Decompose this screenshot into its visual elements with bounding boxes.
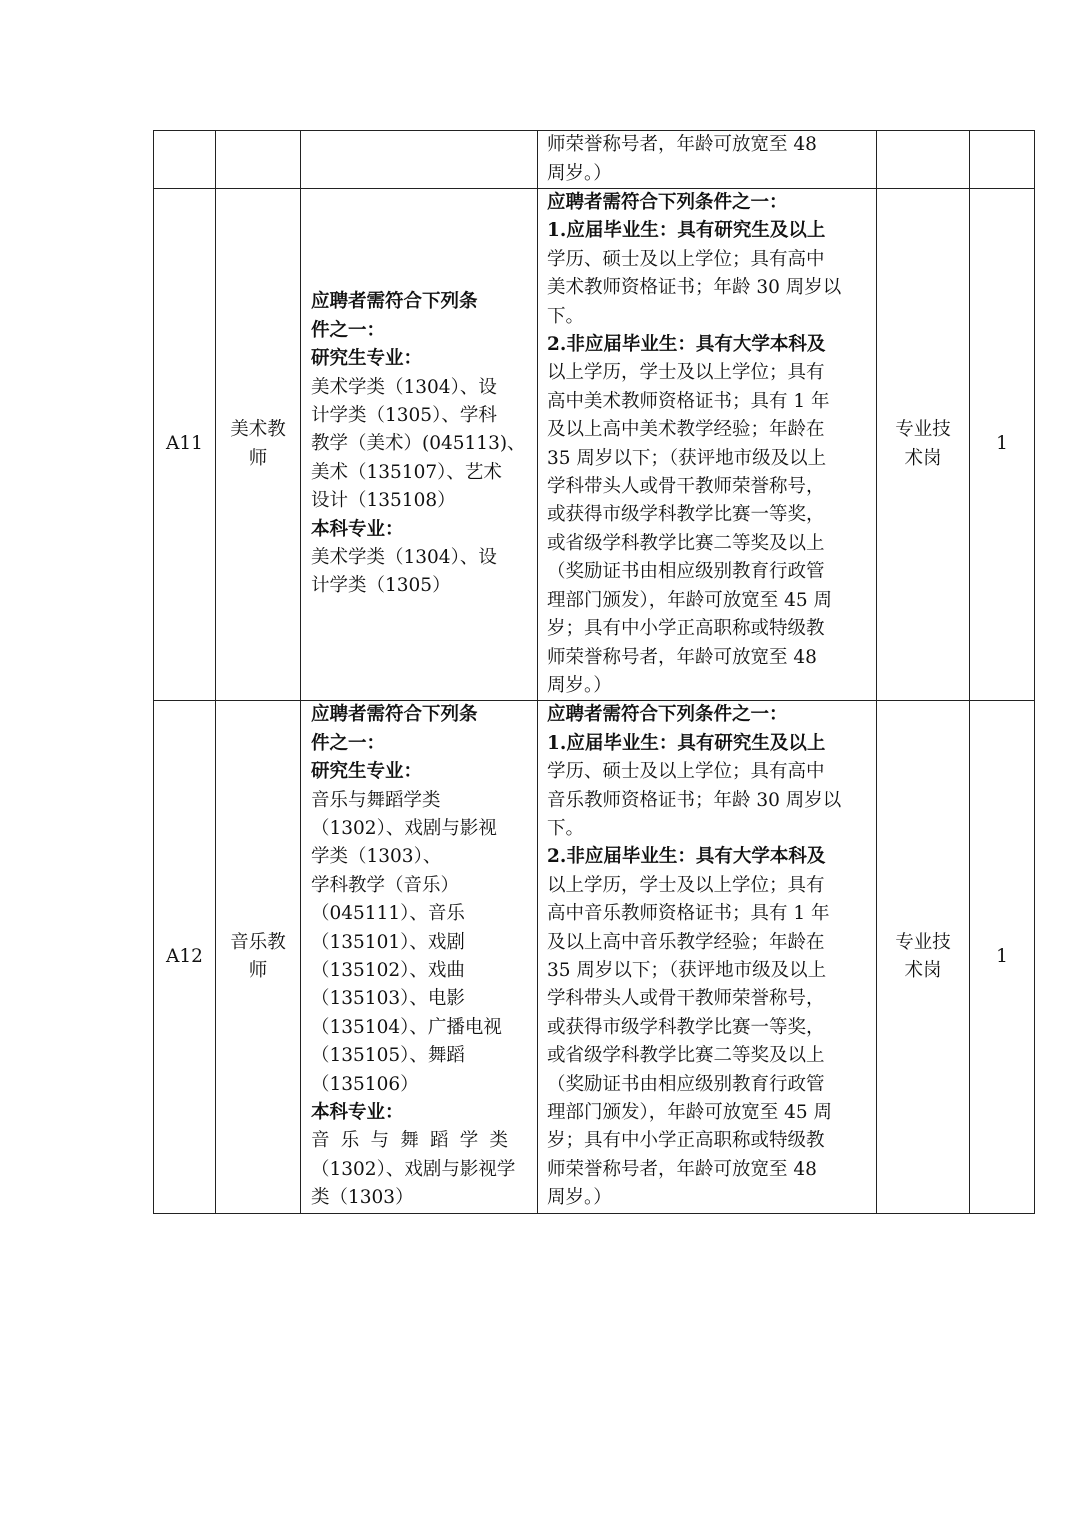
major-line: 音乐与舞蹈学类: [311, 789, 441, 811]
requirement-line: 或获得市级学科教学比赛一等奖，: [547, 1016, 825, 1038]
major-line: 本科专业：: [311, 518, 404, 540]
requirement-line: 高中美术教师资格证书；具有 1 年: [547, 390, 830, 412]
position-title-cell: [216, 131, 301, 189]
requirement-line: 或省级学科教学比赛二等奖及以上: [547, 532, 825, 554]
position-title-cell: [216, 701, 301, 1213]
position-type-line: 术岗: [904, 447, 942, 469]
requirement-line: 或省级学科教学比赛二等奖及以上: [547, 1045, 825, 1067]
requirement-line: 师荣誉称号者，年龄可放宽至 48: [547, 134, 817, 156]
requirement-cell: [538, 189, 877, 701]
requirement-line: 以上学历，学士及以上学位；具有: [547, 362, 825, 384]
requirement-line: 以上学历，学士及以上学位；具有: [547, 874, 825, 896]
major-line: 音乐与舞蹈学类: [311, 1130, 508, 1152]
major-cell: [301, 701, 538, 1213]
major-line: 研究生专业：: [311, 348, 423, 370]
major-line: 研究生专业：: [311, 761, 423, 783]
major-line: 美术（135107）、艺术: [311, 461, 502, 483]
requirement-line: 周岁。）: [547, 1187, 612, 1209]
table-row: [154, 131, 1035, 189]
requirement-line: 美术教师资格证书；年龄 30 周岁以: [547, 277, 842, 299]
major-line: （135102）、戏曲: [311, 959, 465, 981]
position-title-line: 美术教: [230, 419, 286, 441]
requirement-line: 周岁。）: [547, 162, 612, 184]
position-type-line: 专业技: [895, 931, 951, 953]
requirement-line: 及以上高中美术教学经验；年龄在: [547, 419, 825, 441]
position-code-cell: [154, 131, 216, 189]
requirement-line: 应聘者需符合下列条件之一：: [547, 704, 788, 726]
requirement-line: 师荣誉称号者，年龄可放宽至 48: [547, 1158, 817, 1180]
major-line: 计学类（1305）: [311, 575, 451, 597]
requirement-line: 应聘者需符合下列条件之一：: [547, 192, 788, 213]
major-cell: [301, 131, 538, 189]
requirement-line: 音乐教师资格证书；年龄 30 周岁以: [547, 789, 842, 811]
major-line: 学类（1303）、: [311, 846, 442, 868]
position-type-cell: [877, 189, 970, 701]
requirement-line: 下。: [547, 817, 585, 839]
major-line: 美术学类（1304）、设: [311, 376, 497, 398]
major-line: （135103）、电影: [311, 988, 465, 1010]
requirement-line: 学历、硕士及以上学位；具有高中: [547, 248, 825, 270]
requirement-line: 岁；具有中小学正高职称或特级教: [547, 618, 825, 640]
position-type-cell: [877, 131, 970, 189]
requirement-cell: [538, 131, 877, 189]
requirement-line: 高中音乐教师资格证书；具有 1 年: [547, 903, 830, 925]
major-line: （135101）、戏剧: [311, 931, 465, 953]
position-type-cell: [877, 701, 970, 1213]
recruitment-table: [153, 130, 1035, 1214]
requirement-line: 学科带头人或骨干教师荣誉称号，: [547, 476, 825, 498]
headcount-cell: 1: [970, 701, 1035, 1213]
table-row: [154, 701, 1035, 1213]
position-code-cell: A11: [154, 189, 216, 701]
major-cell: [301, 189, 538, 701]
requirement-line: （奖励证书由相应级别教育行政管: [547, 561, 825, 583]
headcount-cell: 1: [970, 189, 1035, 701]
major-line: （1302）、戏剧与影视: [311, 817, 497, 839]
requirement-line: 下。: [547, 305, 585, 327]
requirement-line: 理部门颁发），年龄可放宽至 45 周: [547, 589, 833, 611]
major-line: 应聘者需符合下列条: [311, 704, 478, 726]
position-type-line: 专业技: [895, 419, 951, 441]
major-line: （045111）、音乐: [311, 903, 465, 925]
major-line: （135104）、广播电视: [311, 1016, 502, 1038]
major-line: 设计（135108）: [311, 490, 456, 512]
major-line: 类（1303）: [311, 1187, 414, 1209]
major-line: 本科专业：: [311, 1102, 404, 1123]
headcount-cell: [970, 131, 1035, 189]
position-title-line: 师: [248, 447, 268, 469]
major-line: （135106）: [311, 1073, 419, 1095]
position-code-cell: A12: [154, 701, 216, 1213]
requirement-line: 或获得市级学科教学比赛一等奖，: [547, 504, 825, 526]
requirement-line: 及以上高中音乐教学经验；年龄在: [547, 931, 825, 953]
major-line: （1302）、戏剧与影视学: [311, 1158, 516, 1180]
requirement-line: 学历、硕士及以上学位；具有高中: [547, 761, 825, 783]
requirement-line: 2.非应届毕业生：具有大学本科及: [547, 334, 826, 356]
requirement-line: 学科带头人或骨干教师荣誉称号，: [547, 988, 825, 1010]
position-title-line: 师: [248, 959, 268, 981]
major-line: 计学类（1305）、学科: [311, 405, 497, 427]
requirement-line: 35 周岁以下；（获评地市级及以上: [547, 447, 827, 469]
major-line: 学科教学（音乐）: [311, 874, 460, 896]
requirement-line: 周岁。）: [547, 674, 612, 696]
major-line: （135105）、舞蹈: [311, 1045, 465, 1067]
requirement-line: 1.应届毕业生：具有研究生及以上: [547, 220, 826, 242]
requirement-line: 理部门颁发），年龄可放宽至 45 周: [547, 1102, 833, 1123]
requirement-line: 师荣誉称号者，年龄可放宽至 48: [547, 646, 817, 668]
major-line: 应聘者需符合下列条: [311, 291, 478, 313]
requirement-line: 1.应届毕业生：具有研究生及以上: [547, 732, 826, 754]
requirement-line: 35 周岁以下；（获评地市级及以上: [547, 959, 827, 981]
major-line: 美术学类（1304）、设: [311, 547, 497, 569]
requirement-cell: [538, 701, 877, 1213]
major-line: 件之一：: [311, 319, 386, 341]
table-row: [154, 189, 1035, 701]
major-line: 教学（美术）(045113)、: [311, 433, 526, 455]
position-title-cell: [216, 189, 301, 701]
requirement-line: 岁；具有中小学正高职称或特级教: [547, 1130, 825, 1152]
requirement-line: （奖励证书由相应级别教育行政管: [547, 1073, 825, 1095]
position-title-line: 音乐教: [230, 931, 286, 953]
requirement-line: 2.非应届毕业生：具有大学本科及: [547, 846, 826, 868]
major-line: 件之一：: [311, 732, 386, 754]
position-type-line: 术岗: [904, 959, 942, 981]
